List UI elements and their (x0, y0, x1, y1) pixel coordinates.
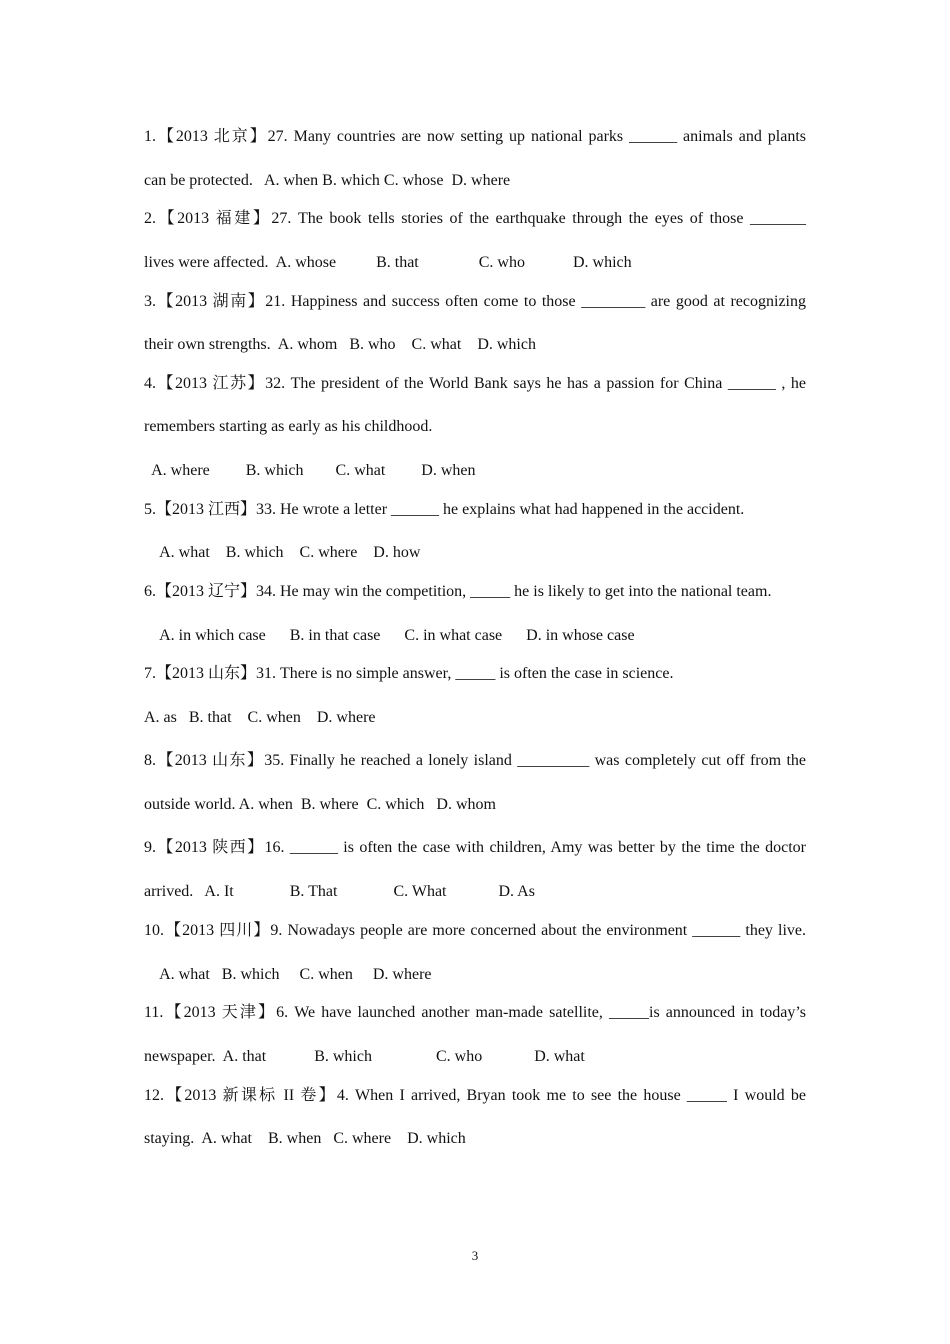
question-8-line-2: outside world. A. when B. where C. which D. whom (144, 796, 496, 813)
page-number: 3 (471, 1248, 479, 1263)
question-6-line-1: 6.【2013 辽宁】34. He may win the competition, _____ he is likely to get into the national team. (144, 583, 772, 600)
question-7-options: A. as B. that C. when D. where (144, 709, 376, 726)
question-6-options: A. in which case B. in that case C. in what case D. in whose case (144, 627, 635, 644)
question-3-line-2: their own strengths. A. whom B. who C. what D. which (144, 336, 536, 353)
question-12-line-2: staying. A. what B. when C. where D. which (144, 1130, 466, 1147)
question-3-line-1: 3.【2013 湖南】21. Happiness and success often come to those ________ are good at recognizing (144, 293, 806, 310)
question-9-line-2: arrived. A. It B. That C. What D. As (144, 883, 535, 900)
question-2-line-1: 2.【2013 福建】27. The book tells stories of the earthquake through the eyes of those _______ (144, 210, 806, 227)
question-5-line-1: 5.【2013 江西】33. He wrote a letter ______ he explains what had happened in the accident. (144, 501, 745, 518)
question-9-line-1: 9.【2013 陕西】16. ______ is often the case with children, Amy was better by the time the doctor (144, 839, 806, 856)
question-2-line-2: lives were affected. A. whose B. that C. who D. which (144, 254, 632, 271)
question-8-line-1: 8.【2013 山东】35. Finally he reached a lonely island _________ was completely cut off from the (144, 752, 806, 769)
question-10-line-1: 10.【2013 四川】9. Nowadays people are more concerned about the environment ______ they live. (144, 922, 806, 939)
question-11-line-2: newspaper. A. that B. which C. who D. what (144, 1048, 585, 1065)
question-4-line-2: remembers starting as early as his childhood. (144, 418, 433, 435)
question-1-line-1: 1.【2013 北京】27. Many countries are now setting up national parks ______ animals and plants (144, 128, 806, 145)
question-5-options: A. what B. which C. where D. how (144, 544, 421, 561)
question-7-line-1: 7.【2013 山东】31. There is no simple answer, _____ is often the case in science. (144, 665, 674, 682)
question-10-options: A. what B. which C. when D. where (144, 966, 432, 983)
question-4-options: A. where B. which C. what D. when (144, 462, 476, 479)
question-1-line-2: can be protected. A. when B. which C. whose D. where (144, 172, 511, 189)
question-4-line-1: 4.【2013 江苏】32. The president of the World Bank says he has a passion for China ______ , he (144, 375, 806, 392)
question-12-line-1: 12.【2013 新课标 II 卷】4. When I arrived, Bryan took me to see the house _____ I would be (144, 1087, 806, 1104)
question-11-line-1: 11.【2013 天津】6. We have launched another man-made satellite, _____is announced in today’s (144, 1004, 806, 1021)
